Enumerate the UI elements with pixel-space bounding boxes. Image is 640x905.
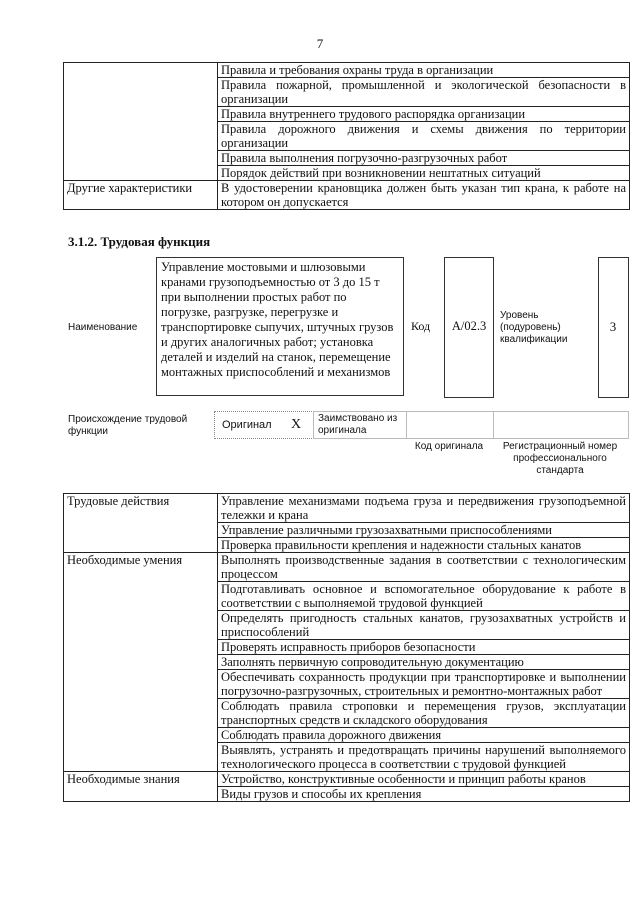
row-label-empty	[64, 63, 218, 181]
skill-item: Выполнять производственные задания в соответствии с технологическим процессом	[218, 553, 630, 582]
origin-label: Происхождение трудовой функции	[68, 414, 188, 437]
knowledge-item: Правила выполнения погрузочно-разгрузочных работ	[218, 151, 630, 166]
skill-item: Проверять исправность приборов безопасности	[218, 640, 630, 655]
section-heading: 3.1.2. Трудовая функция	[68, 234, 211, 249]
page-number: 7	[316, 36, 324, 51]
function-name-text: Управление мостовыми и шлюзовыми кранами грузоподъемностью от 3 до 15 т при выполнении простых работ по погрузке, разгрузке, перегрузке и транспортировке сыпучих, штучных грузов и других аналогичных работ; установка деталей и изделий на станок, перемещение монтажных приспособлений и механизмов	[161, 260, 394, 379]
labor-action-item: Проверка правильности крепления и надежности стальных канатов	[218, 538, 630, 553]
function-name-box	[156, 257, 404, 396]
labor-action-item: Управление механизмами подъема груза и передвижения грузоподъемной тележки и крана	[218, 494, 630, 523]
reg-number-cell	[493, 411, 629, 439]
skill-item: Определять пригодность стальных канатов, грузозахватных устройств и приспособлений	[218, 611, 630, 640]
knowledge-item: Порядок действий при возникновении нештатных ситуаций	[218, 166, 630, 181]
skill-item: Соблюдать правила строповки и перемещения грузов, эксплуатации транспортных средств и складского оборудования	[218, 699, 630, 728]
original-mark: X	[291, 417, 302, 432]
code-original-caption: Код оригинала	[414, 441, 484, 452]
requirements-table-continued	[63, 62, 630, 210]
required-knowledge-label: Необходимые знания	[64, 772, 218, 802]
required-skills-label: Необходимые умения	[64, 553, 218, 772]
skill-item: Обеспечивать сохранность продукции при транспортировке и выполнении погрузочно-разгрузочных, строительных и ремонтно-монтажных работ	[218, 670, 630, 699]
knowledge-item: Правила дорожного движения и схемы движения по территории организации	[218, 122, 630, 151]
qualification-level-label: Уровень (подуровень) квалификации	[500, 310, 568, 345]
skill-item: Подготавливать основное и вспомогательное оборудование к работе в соответствии с выполняемой трудовой функцией	[218, 582, 630, 611]
knowledge-item: Виды грузов и способы их крепления	[218, 787, 630, 802]
labor-function-table	[63, 493, 630, 802]
knowledge-item: Правила и требования охраны труда в организации	[218, 63, 630, 78]
other-characteristics-value: В удостоверении крановщика должен быть указан тип крана, к работе на котором он допускается	[218, 181, 630, 210]
other-characteristics-label: Другие характеристики	[64, 181, 218, 210]
skill-item: Выявлять, устранять и предотвращать причины нарушений выполняемого технологического процесса в соответствии с трудовой функцией	[218, 743, 630, 772]
knowledge-item: Правила внутреннего трудового распорядка организации	[218, 107, 630, 122]
original-label: Оригинал	[222, 419, 272, 431]
labor-actions-label: Трудовые действия	[64, 494, 218, 553]
knowledge-item: Устройство, конструктивные особенности и принцип работы кранов	[218, 772, 630, 787]
skill-item: Заполнять первичную сопроводительную документацию	[218, 655, 630, 670]
name-label: Наименование	[68, 322, 138, 333]
borrowed-label: Заимствовано из оригинала	[318, 413, 398, 436]
level-value: 3	[609, 319, 617, 334]
skill-item: Соблюдать правила дорожного движения	[218, 728, 630, 743]
reg-number-caption: Регистрационный номер профессионального стандарта	[502, 441, 618, 476]
code-value: A/02.3	[451, 319, 487, 333]
labor-action-item: Управление различными грузозахватными приспособлениями	[218, 523, 630, 538]
code-label: Код	[411, 319, 431, 333]
knowledge-item: Правила пожарной, промышленной и экологической безопасности в организации	[218, 78, 630, 107]
code-original-cell	[406, 411, 494, 439]
